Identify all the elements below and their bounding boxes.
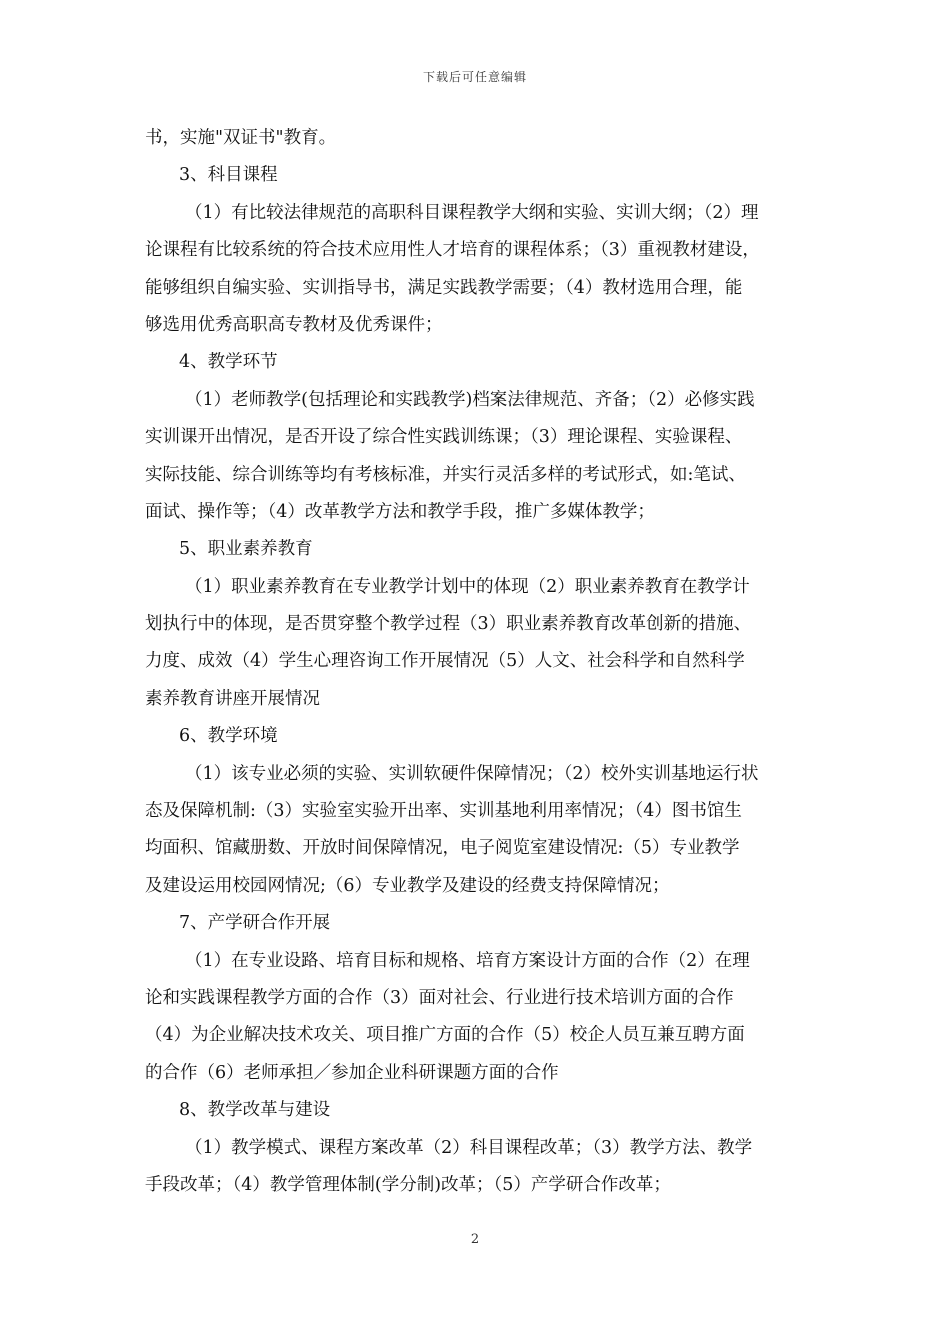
paragraph-line: 及建设运用校园网情况;（6）专业教学及建设的经费支持保障情况； bbox=[145, 875, 670, 896]
paragraph-line: 的合作（6）老师承担／参加企业科研课题方面的合作 bbox=[145, 1062, 559, 1083]
section-heading: 8、教学改革与建设 bbox=[179, 1100, 331, 1121]
paragraph-line: （1）职业素养教育在专业教学计划中的体现（2）职业素养教育在教学计 bbox=[185, 576, 750, 597]
page-number: 2 bbox=[470, 1232, 480, 1247]
section-heading: 3、科目课程 bbox=[179, 165, 278, 186]
paragraph-line: 实训课开出情况，是否开设了综合性实践训练课；（3）理论课程、实验课程、 bbox=[145, 427, 743, 448]
document-body bbox=[145, 120, 810, 1204]
paragraph-line: （1）教学模式、课程方案改革（2）科目课程改革；（3）教学方法、教学 bbox=[185, 1137, 753, 1158]
paragraph-line: （1）老师教学(包括理论和实践教学)档案法律规范、齐备；（2）必修实践 bbox=[185, 389, 755, 410]
paragraph-line: 素养教育讲座开展情况 bbox=[145, 688, 320, 709]
paragraph-line: 划执行中的体现，是否贯穿整个教学过程（3）职业素养教育改革创新的措施、 bbox=[145, 614, 752, 635]
section-heading: 7、产学研合作开展 bbox=[179, 913, 331, 934]
paragraph-line: 面试、操作等；（4）改革教学方法和教学手段，推广多媒体教学； bbox=[145, 501, 655, 522]
section-heading: 6、教学环境 bbox=[179, 726, 278, 747]
page-header: 下载后可任意编辑 bbox=[422, 70, 527, 84]
paragraph-line: 论课程有比较系统的符合技术应用性人才培育的课程体系；（3）重视教材建设， bbox=[145, 240, 760, 261]
paragraph-line: （1）在专业设路、培育目标和规格、培育方案设计方面的合作（2）在理 bbox=[185, 950, 750, 971]
paragraph-line: 均面积、馆藏册数、开放时间保障情况，电子阅览室建设情况:（5）专业教学 bbox=[145, 838, 740, 859]
paragraph-line: 实际技能、综合训练等均有考核标准，并实行灵活多样的考试形式，如:笔试、 bbox=[145, 464, 746, 485]
paragraph-line: 够选用优秀高职高专教材及优秀课件； bbox=[145, 314, 443, 335]
paragraph-line: 手段改革；（4）教学管理体制(学分制)改革；（5）产学研合作改革； bbox=[145, 1174, 671, 1195]
paragraph-line: （4）为企业解决技术攻关、项目推广方面的合作（5）校企人员互兼互聘方面 bbox=[145, 1025, 745, 1046]
paragraph-line: （1）有比较法律规范的高职科目课程教学大纲和实验、实训大纲；（2）理 bbox=[185, 202, 759, 223]
paragraph-line: （1）该专业必须的实验、实训软硬件保障情况；（2）校外实训基地运行状 bbox=[185, 763, 759, 784]
paragraph-line: 能够组织自编实验、实训指导书，满足实践教学需要；（4）教材选用合理，能 bbox=[145, 277, 743, 298]
section-heading: 5、职业素养教育 bbox=[179, 539, 313, 560]
paragraph-line: 论和实践课程教学方面的合作（3）面对社会、行业进行技术培训方面的合作 bbox=[145, 987, 734, 1008]
paragraph-line: 力度、成效（4）学生心理咨询工作开展情况（5）人文、社会科学和自然科学 bbox=[145, 651, 745, 672]
section-heading: 4、教学环节 bbox=[179, 352, 278, 373]
paragraph-line: 态及保障机制:（3）实验室实验开出率、实训基地利用率情况；（4）图书馆生 bbox=[145, 801, 742, 822]
paragraph-line: 书，实施"双证书"教育。 bbox=[145, 128, 337, 148]
